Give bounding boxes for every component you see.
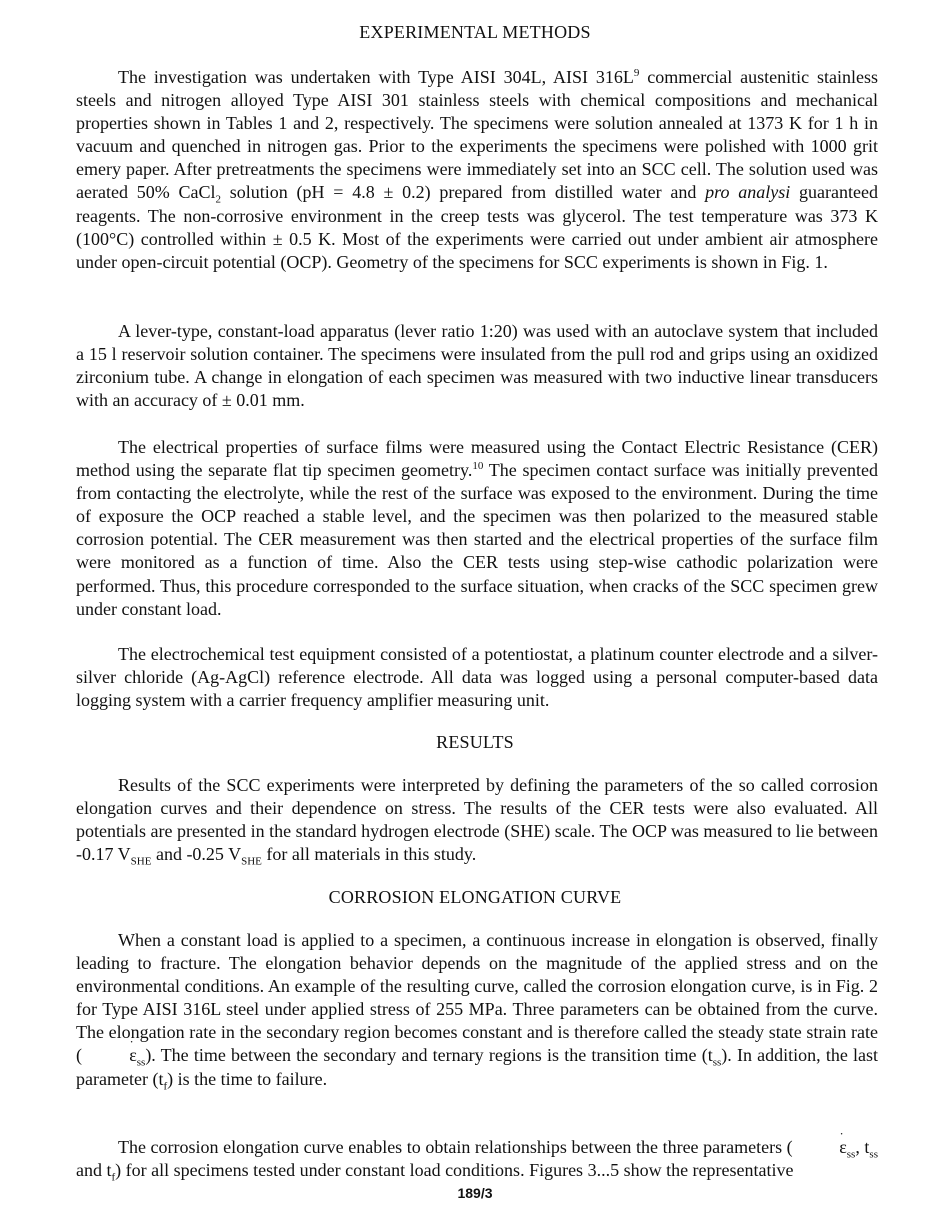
- paragraph-elongation-curve: When a constant load is applied to a specimen, a continuous increase in elongation is observed, finally leading to fracture. The elongation behavior depends on the magnitude of the applied stress and on the environmental conditions. An example of the resulting curve, called the corrosion elongation curve, is in Fig. 2 for Type AISI 316L steel under applied stress of 255 MPa. Three parameters can be obtained from the curve. The elongation rate in the secondary region becomes constant and is therefore called the steady state strain rate ( ˙ $\varepsilon_{ss}$). The time between the secondary and ternary regions is the transition time $(t_{ss})$. In addition, the last parameter $(t_f)$ is the time to failure.: [76, 929, 878, 1091]
- section-heading-results: RESULTS: [436, 732, 514, 752]
- paragraph-results: Results of the SCC experiments were interpreted by defining the parameters of the so called corrosion elongation curves and their dependence on stress. The results of the CER tests were also evaluated. All potentials are presented in the standard hydrogen electrode (SHE) scale. The OCP was measured to lie between -0.17 $V_{SHE}$ and -0.25 $V_{SHE}$ for all materials in this study.: [76, 775, 878, 868]
- paragraph-cer-method: The electrical properties of surface films were measured using the Contact Electric Resistance (CER) method using the separate flat tip specimen geometry.$^{10}$ The specimen contact surface was initially prevented from contacting the electrolyte, while the rest of the surface was exposed to the environment. During the time of exposure the OCP reached a stable level, and the specimen was then polarized to the measured stable corrosion potential. The CER measurement was then started and the electrical properties of the surface film were monitored as a function of time. Also the CER tests using step-wise cathodic polarization were performed. Thus, this procedure corresponded to the surface situation, when cracks of the SCC specimen grew under constant load.: [76, 437, 879, 619]
- footnote-ref: 10: [472, 460, 484, 473]
- paragraph-apparatus: A lever-type, constant-load apparatus (lever ratio 1:20) was used with an autoclave system that included a 15 l reservoir solution container. The specimens were insulated from the pull rod and grips using an oxidized zirconium tube. A change in elongation of each specimen was measured with two inductive linear transducers with an accuracy of ± 0.01 mm.: [76, 321, 878, 411]
- paragraph-parameters: The corrosion elongation curve enables to obtain relationships between the three parameters ( ˙ $\varepsilon_{ss}$, $t_{ss}$ and $t_f$) for all specimens tested under constant load conditions. Figures 3...5 show the representative: [76, 1136, 878, 1182]
- section-heading-experimental-methods: EXPERIMENTAL METHODS: [359, 22, 591, 42]
- section-heading-corrosion-elongation-curve: CORROSION ELONGATION CURVE: [328, 887, 622, 907]
- footnote-ref: 9: [633, 67, 640, 79]
- paragraph-materials: The investigation was undertaken with Type AISI 304L, AISI $316L^9$ commercial austenitic stainless steels and nitrogen alloyed Type AISI 301 stainless steels with chemical compositions and mechanical properties shown in Tables 1 and 2, respectively. The specimens were solution annealed at 1373 K for 1 h in vacuum and quenched in nitrogen gas. Prior to the experiments the specimens were polished with 1000 grit emery paper. After pretreatments the specimens were immediately set into an SCC cell. The solution used was aerated 50% CaCl$_2$ solution (pH = 4.8 ± 0.2) prepared from distilled water and pro analysi guaranteed reagents. The non-corrosive environment in the creep tests was glycerol. The test temperature was 373 K (100°C) controlled within ± 0.5 K. Most of the experiments were carried out under ambient air atmosphere under open-circuit potential (OCP). Geometry of the specimens for SCC experiments is shown in Fig. 1.: [76, 67, 879, 272]
- paragraph-electrochemical-equipment: The electrochemical test equipment consisted of a potentiostat, a platinum counter electrode and a silver-silver chloride (Ag-AgCl) reference electrode. All data was logged using a personal computer-based data logging system with a carrier frequency amplifier measuring unit.: [76, 644, 878, 711]
- page-number: 189/3: [457, 1185, 493, 1201]
